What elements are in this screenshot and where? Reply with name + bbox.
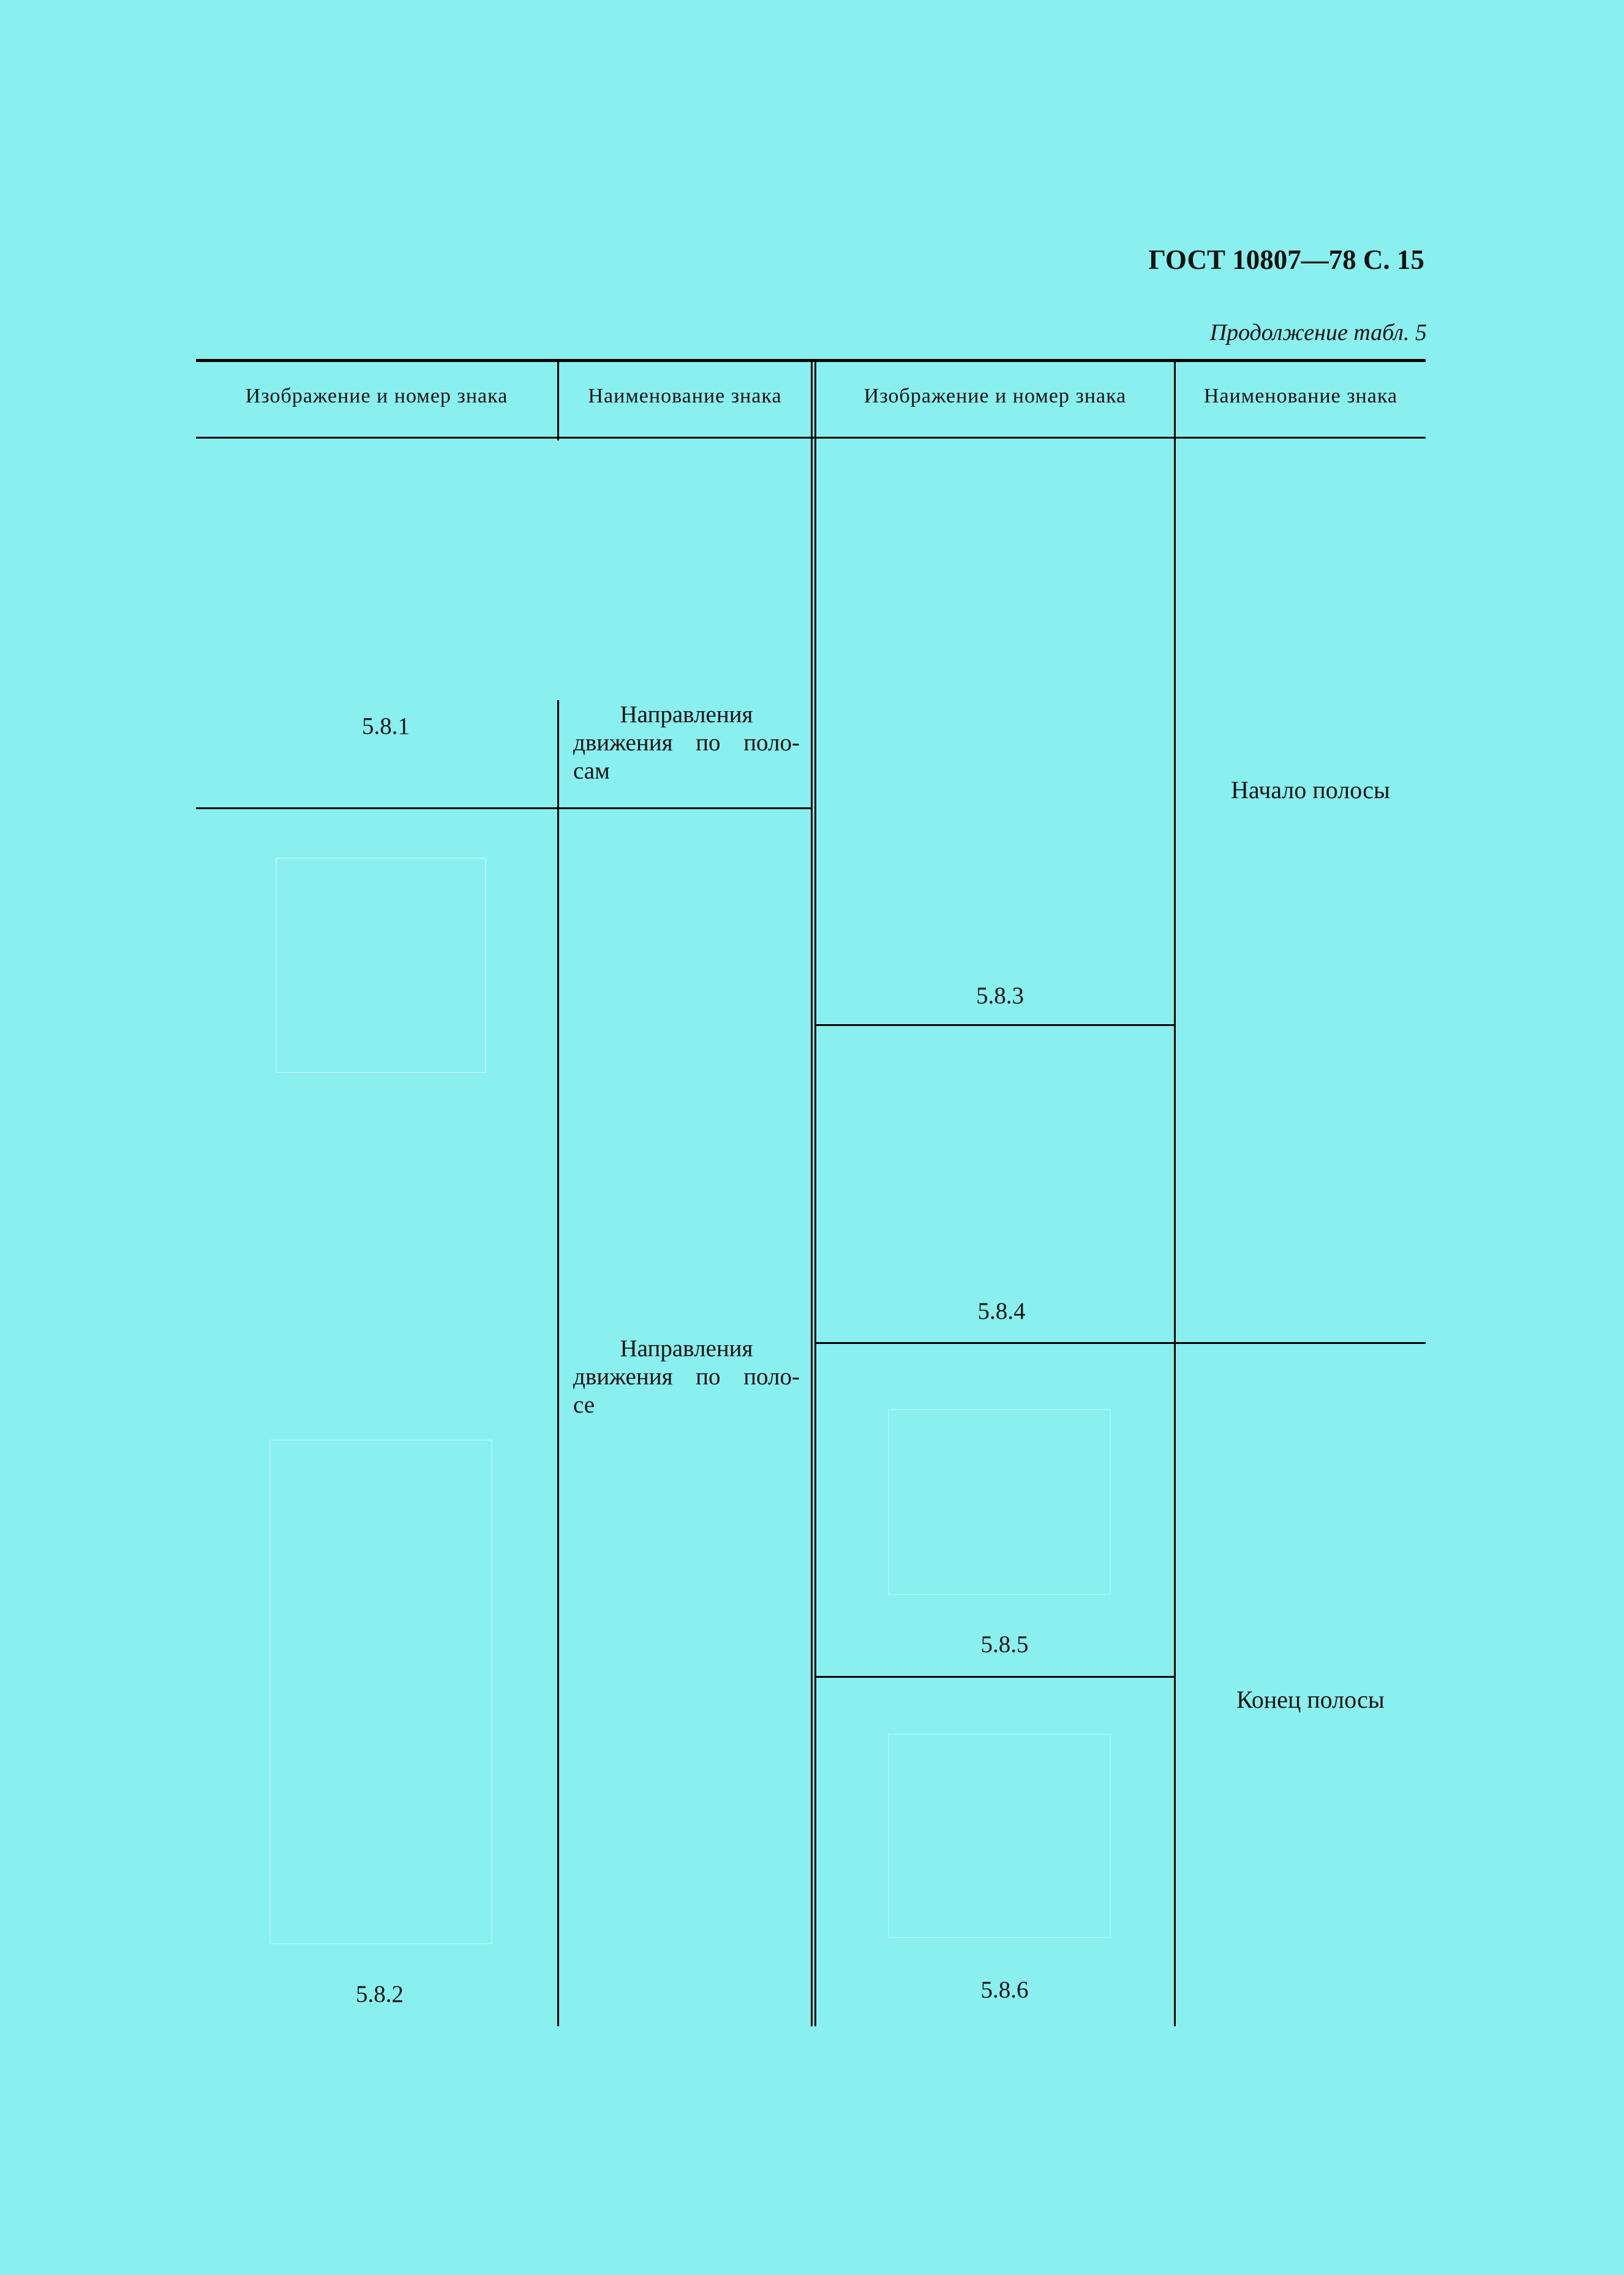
sign-name-line: се (573, 1392, 595, 1418)
col-divider-2a (811, 361, 813, 2026)
table-caption: Продолжение табл. 5 (1209, 320, 1427, 345)
right-row-separator-2 (815, 1342, 1426, 1344)
sign-number: 5.8.2 (356, 1981, 404, 2007)
sign-image-placeholder (888, 1734, 1111, 1938)
right-row-separator-1 (815, 1024, 1175, 1026)
column-header-image-number-right: Изображение и номер знака (863, 385, 1127, 407)
sign-name (573, 701, 800, 785)
sign-number: 5.8.4 (977, 1298, 1026, 1324)
sign-name-line: Направления (620, 701, 753, 728)
sign-image-placeholder (888, 1409, 1111, 1595)
sign-number: 5.8.5 (980, 1631, 1029, 1658)
right-row-separator-3 (815, 1676, 1175, 1678)
sign-name-line: сам (573, 758, 610, 784)
page-header: ГОСТ 10807—78 С. 15 (1148, 244, 1424, 275)
sign-number: 5.8.3 (976, 983, 1024, 1009)
sign-name: Конец полосы (1236, 1686, 1385, 1713)
sign-image-placeholder (276, 858, 486, 1073)
sign-name-line: Направления (620, 1335, 753, 1362)
column-header-name-right: Наименование знака (1203, 385, 1398, 407)
sign-name: Начало полосы (1231, 776, 1390, 804)
column-header-image-number-left: Изображение и номер знака (245, 385, 508, 407)
col-divider-3 (1174, 361, 1176, 2026)
sign-number: 5.8.6 (980, 1977, 1029, 2003)
sign-number: 5.8.1 (362, 713, 410, 739)
col-divider-1-lower (557, 700, 559, 2026)
sign-image-placeholder (269, 1439, 492, 1944)
sign-name-line: движения по поло- (573, 730, 800, 756)
sign-name (573, 1335, 800, 1419)
sign-name-line: движения по поло- (573, 1364, 800, 1390)
col-divider-2b (814, 361, 816, 2026)
column-header-name-left: Наименование знака (588, 385, 782, 407)
left-row-separator (196, 807, 812, 809)
